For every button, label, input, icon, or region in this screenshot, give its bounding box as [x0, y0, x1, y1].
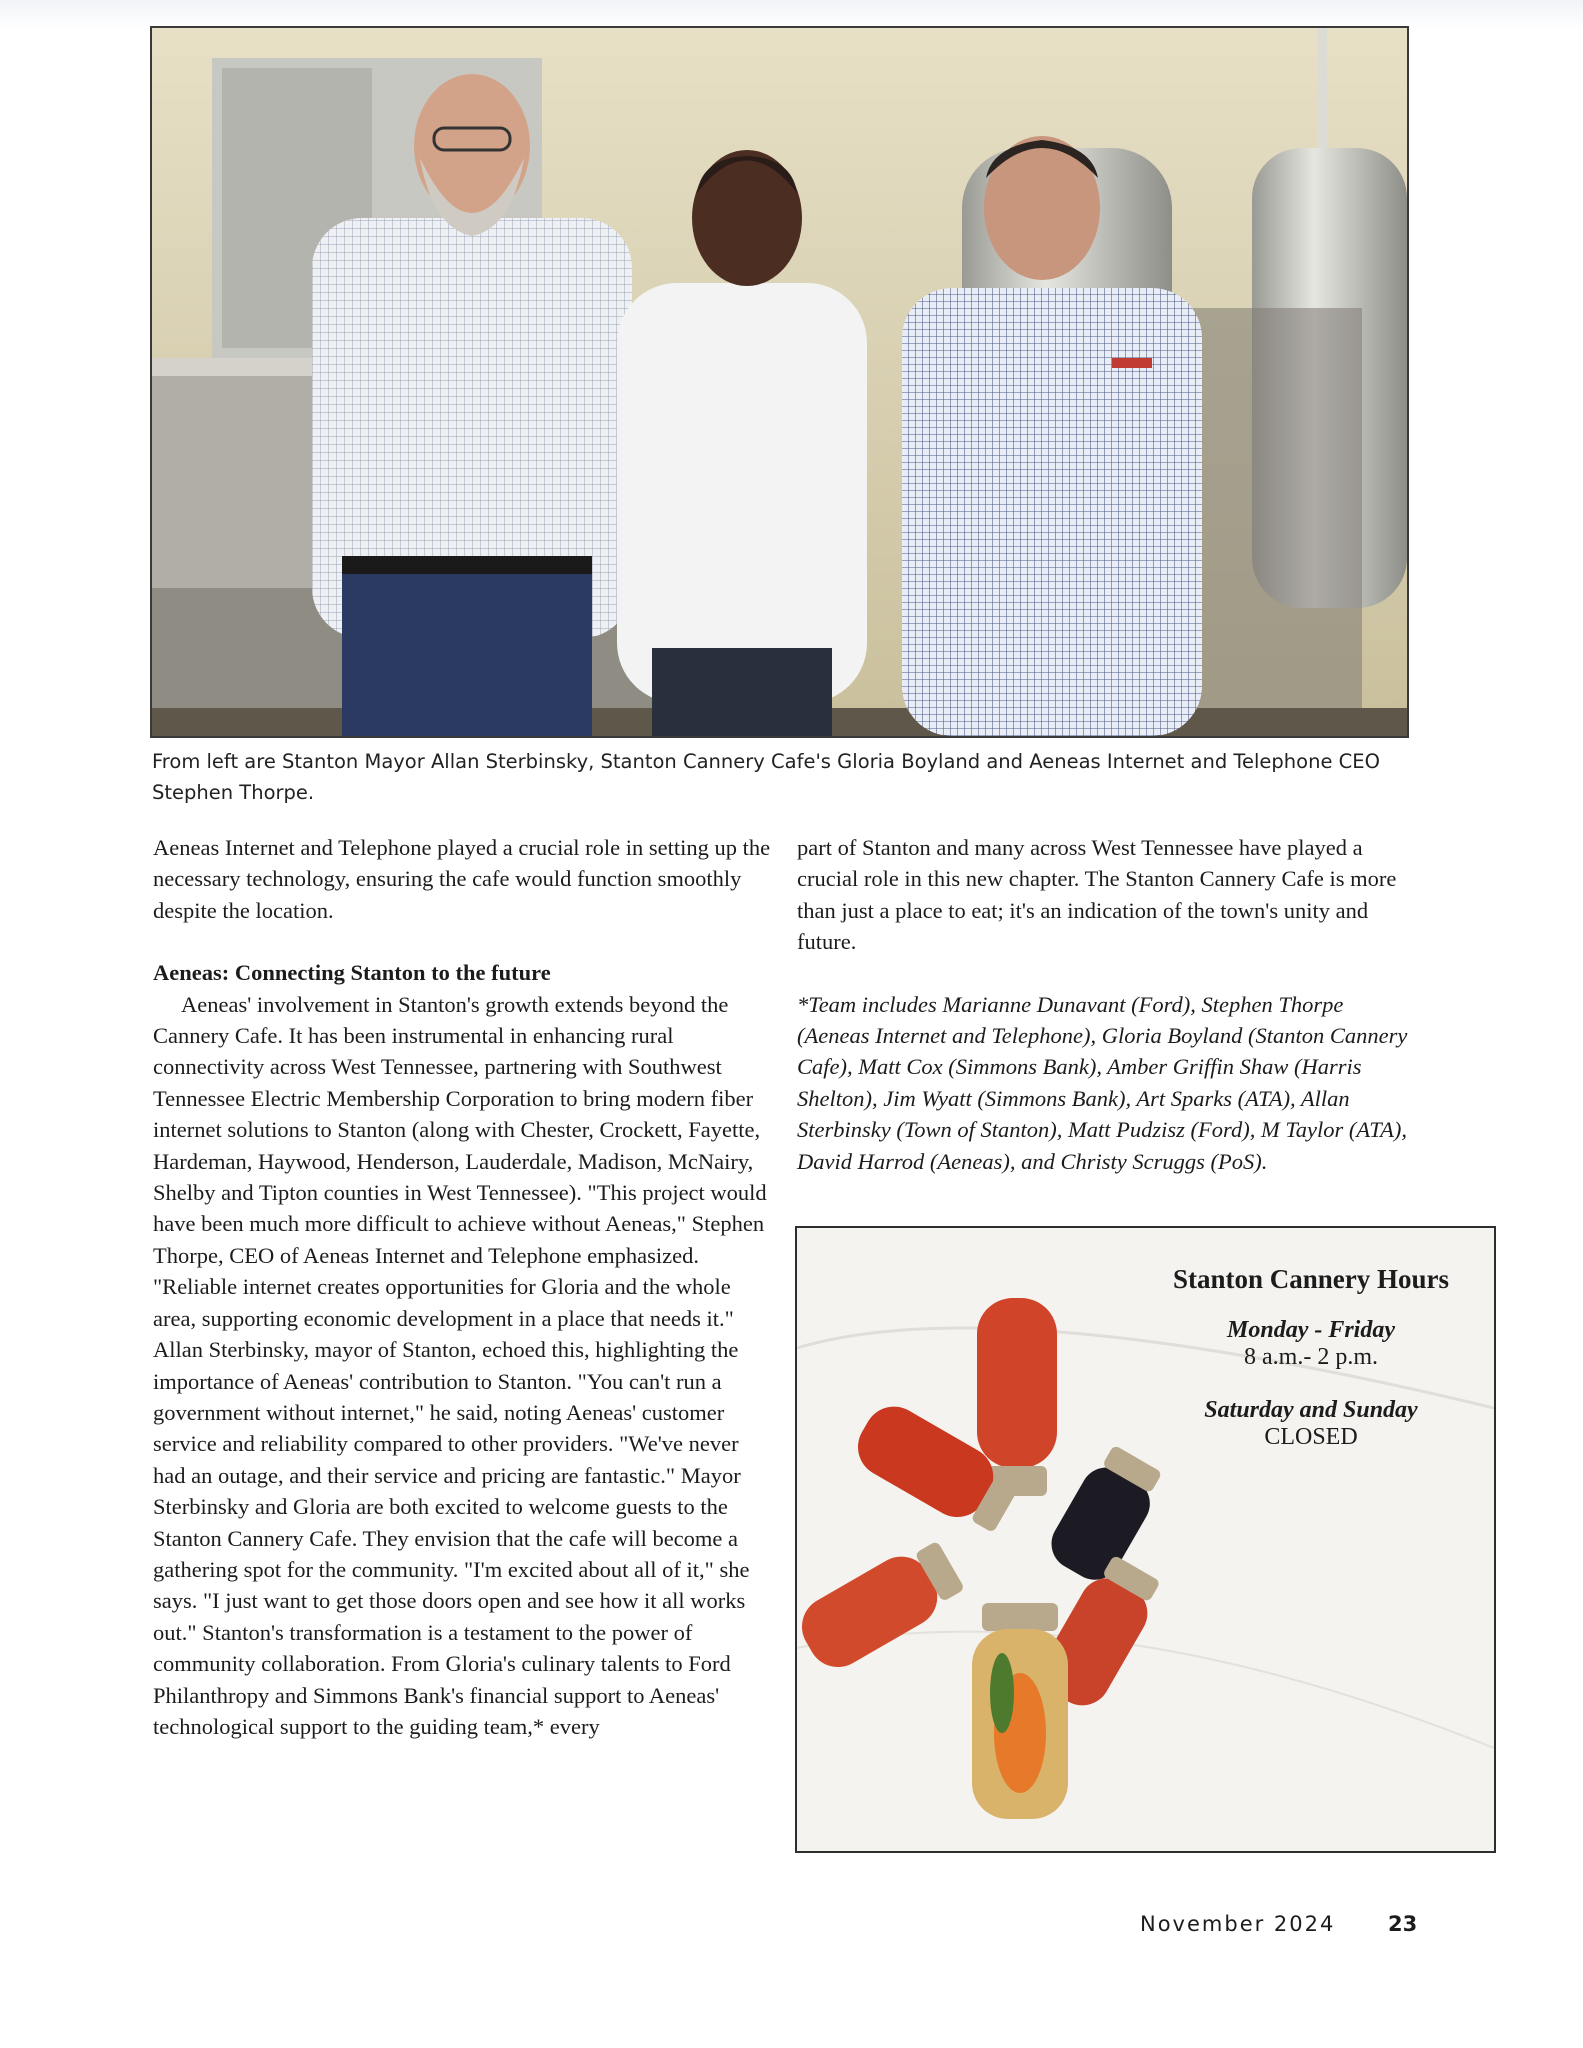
page-number: 23	[1388, 1912, 1418, 1936]
body-paragraph: Aeneas' involvement in Stanton's growth extends beyond the Cannery Cafe. It has been instrumental in enhancing rural connectivity across West Tennessee, partnering with Southwest Tennessee Electric Membership Corporation to bring modern fiber internet solutions to Stanton (along with Chester, Crockett, Fayette, Hardeman, Haywood, Henderson, Lauderdale, Madison, McNairy, Shelby and Tipton counties in West Tennessee). "This project would have been much more difficult to achieve without Aeneas," Stephen Thorpe, CEO of Aeneas Internet and Telephone emphasized. "Reliable internet creates opportunities for Gloria and the whole area, supporting economic development in a place that needs it." Allan Sterbinsky, mayor of Stanton, echoed this, highlighting the importance of Aeneas' contribution to Stanton. "You can't run a government without internet," he said, noting Aeneas' customer service and reliability compared to other providers. "We've never had an outage, and their service and pricing are fantastic." Mayor Sterbinsky and Gloria are both excited to welcome guests to the Stanton Cannery Cafe. They envision that the cafe will become a gathering spot for the community. "I'm excited about all of it," she says. "I just want to get those doors open and see how it all works out." Stanton's transformation is a testament to the power of community collaboration. From Gloria's culinary talents to Ford Philanthropy and Simmons Bank's financial support to Aeneas' technological support to the guiding team,* every	[153, 991, 767, 1739]
weekday-label: Monday - Friday	[1227, 1317, 1395, 1343]
feature-photo	[150, 26, 1409, 738]
weekend-status: CLOSED	[1264, 1424, 1358, 1450]
article-column-right	[797, 832, 1409, 1177]
hours-title: Stanton Cannery Hours	[1172, 1264, 1450, 1294]
intro-paragraph: Aeneas Internet and Telephone played a crucial role in setting up the necessary technology, ensuring the cafe would function smoothly despite the location.	[153, 835, 771, 923]
hours-box	[795, 1226, 1496, 1853]
weekday-hours: 8 a.m.- 2 p.m.	[1244, 1344, 1378, 1370]
continued-paragraph: part of Stanton and many across West Tennessee have played a crucial role in this new chapter. The Stanton Cannery Cafe is more than just a place to eat; it's an indication of the town's unity and future.	[797, 835, 1397, 955]
section-heading: Aeneas: Connecting Stanton to the future	[153, 960, 551, 986]
weekend-label: Saturday and Sunday	[1204, 1397, 1418, 1423]
issue-date: November 2024	[1140, 1912, 1336, 1936]
photo-caption: From left are Stanton Mayor Allan Sterbinsky, Stanton Cannery Cafe's Gloria Boyland and Aeneas Internet and Telephone CEO Stephen Thorpe.	[152, 750, 1380, 804]
hours-text	[1141, 1264, 1481, 1451]
article-column-left	[153, 832, 775, 1742]
team-note: *Team includes Marianne Dunavant (Ford), Stephen Thorpe (Aeneas Internet and Telephone), Gloria Boyland (Stanton Cannery Cafe), Matt Cox (Simmons Bank), Amber Griffin Shaw (Harris Shelton), Jim Wyatt (Simmons Bank), Art Sparks (ATA), Allan Sterbinsky (Town of Stanton), Matt Pudzisz (Ford), M Taylor (ATA), David Harrod (Aeneas), and Christy Scruggs (PoS).	[797, 991, 1408, 1174]
